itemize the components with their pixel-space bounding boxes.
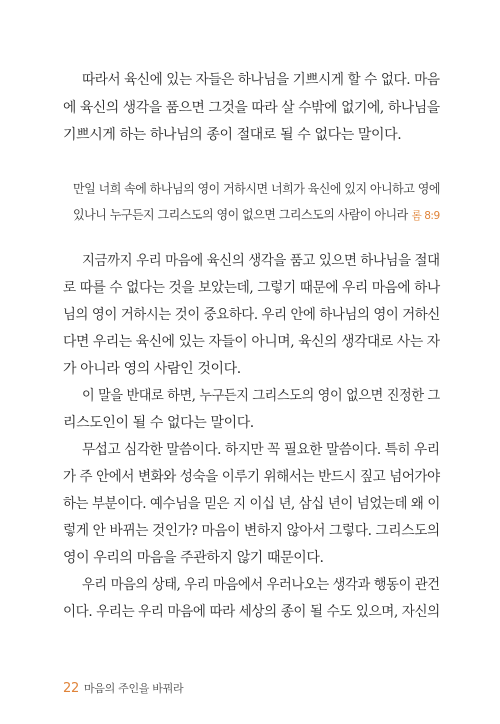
paragraph-5-line-2: 이다. 우리는 우리 마음에 따라 세상의 종이 될 수도 있으며, 자신의 (63, 604, 440, 620)
paragraph-4-line-2: 가 주 안에서 변화와 성숙을 이루기 위해서는 반드시 짚고 넘어가야 (63, 469, 440, 485)
paragraph-4-line-5: 영이 우리의 마음을 주관하지 않기 때문이다. (63, 550, 324, 566)
scripture-reference: 롬 8:9 (411, 209, 440, 222)
paragraph-2-line-1: 지금까지 우리 마음에 육신의 생각을 품고 있으면 하나님을 절대 (82, 253, 440, 269)
paragraph-4-line-3: 하는 부분이다. 예수님을 믿은 지 이십 년, 삼십 년이 넘었는데 왜 이 (63, 496, 440, 512)
paragraph-1-line-2: 에 육신의 생각을 품으면 그것을 따라 살 수밖에 없기에, 하나님을 (63, 100, 440, 116)
paragraph-1-line-3: 기쁘시게 하는 하나님의 종이 절대로 될 수 없다는 말이다. (63, 127, 402, 143)
running-book-title: 마음의 주인을 바꿔라 (83, 682, 184, 695)
paragraph-4-line-1: 무섭고 심각한 말씀이다. 하지만 꼭 필요한 말씀이다. 특히 우리 (82, 442, 440, 458)
scripture-quote-line-2-text: 있나니 누구든지 그리스도의 영이 없으면 그리스도의 사람이 아니라 (73, 207, 408, 222)
paragraph-2-line-5: 가 아니라 영의 사람인 것이다. (63, 361, 241, 377)
paragraph-2-line-2: 로 따를 수 없다는 것을 보았는데, 그렇기 때문에 우리 마음에 하나 (63, 280, 440, 296)
paragraph-2-line-3: 님의 영이 거하시는 것이 중요하다. 우리 안에 하나님의 영이 거하신 (63, 307, 440, 323)
paragraph-3-line-2: 리스도인이 될 수 없다는 말이다. (63, 415, 254, 431)
page-number: 22 (63, 681, 79, 696)
page-footer (63, 680, 183, 696)
paragraph-2-line-4: 다면 우리는 육신에 있는 자들이 아니며, 육신의 생각대로 사는 자 (63, 334, 440, 350)
paragraph-1-line-1: 따라서 육신에 있는 자들은 하나님을 기쁘시게 할 수 없다. 마음 (82, 72, 440, 88)
paragraph-3-line-1: 이 말을 반대로 하면, 누구든지 그리스도의 영이 없으면 진정한 그 (82, 388, 440, 404)
paragraph-4-line-4: 렇게 안 바뀌는 것인가? 마음이 변하지 않아서 그렇다. 그리스도의 (63, 523, 440, 539)
paragraph-5-line-1: 우리 마음의 상태, 우리 마음에서 우러나오는 생각과 행동이 관건 (82, 577, 440, 593)
scripture-quote-line-2 (73, 205, 440, 223)
scripture-quote-line-1: 만일 너희 속에 하나님의 영이 거하시면 너희가 육신에 있지 아니하고 영에 (73, 181, 440, 196)
